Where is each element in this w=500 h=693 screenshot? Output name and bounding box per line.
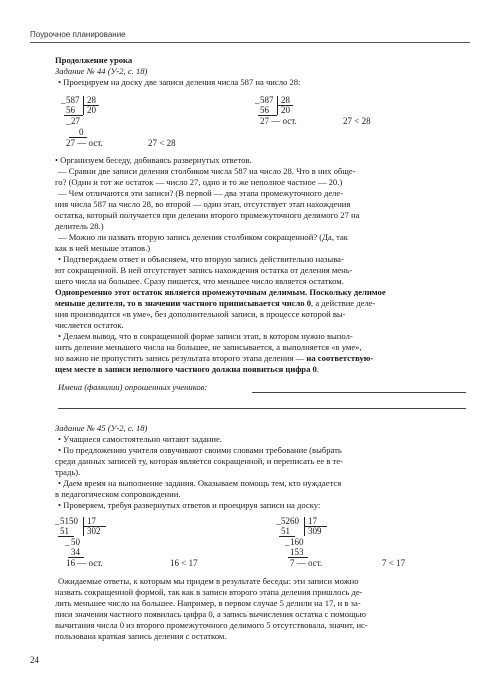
paragraph-line: — Можно ли назвать вторую запись деления столбиком сокращенной? (Да, так [58,232,348,242]
subtrahend-2: 153 [290,547,304,557]
paragraph-line: ния числа 587 на число 28, во второй — один этап, отсутствует этап нахождения [55,199,351,209]
bold-fragment: на соответствую- [306,353,374,363]
paragraph-line: писи значения частного появилась цифра 0, а запись вычисления остатка с помощью [55,609,366,619]
subtrahend: 51 [60,526,69,536]
task45-source: (У-2, с. 18) [107,423,148,433]
comparison: 7 < 17 [382,558,406,568]
bold-fragment: щем месте в записи неполного частного должна появиться цифра 0 [55,364,317,374]
task44-title: Задание № 44 [55,66,106,76]
paragraph-line: • По предложению учителя озвучивают своими словами требование (выбрать [58,445,342,455]
paragraph-line: • Организуем беседу, добиваясь развернутых ответов. [55,155,252,165]
running-header: Поурочное планирование [30,30,126,39]
mixed-line [55,353,373,364]
mixed-line [55,298,375,309]
dividend: 587 [260,95,274,105]
paragraph-line: го? (Один и тот же остаток — число 27, одно и то же неполное частное — 20.) [55,177,343,187]
paragraph-line: как в ней меньше этапов.) [55,243,151,253]
paragraph-line: • Даем время на выполнение задания. Оказываем помощь тем, кто нуждается [58,478,342,488]
paragraph-line: • Проверяем, требуя развернутых ответов и проецируя записи на доску: [58,500,321,510]
text-fragment: но важно не пропустить запись результата второго этапа деления — [55,353,305,363]
task45-heading [55,423,147,434]
quotient: 309 [308,526,322,536]
partial-dividend: 27 [71,116,80,126]
names-fill-line [252,392,466,393]
remainder: 27 — ост. [260,116,297,126]
paragraph-line: — Сравни две записи деления столбиком числа 587 на число 28. Что в них обще- [58,166,356,176]
divisor: 17 [308,516,317,526]
dividend: 5260 [281,516,299,526]
quotient: 20 [281,105,290,115]
comparison: 27 < 28 [148,138,176,148]
task44-source: (У-2, с. 18) [107,66,148,76]
paragraph-line: числяется остаток. [55,320,124,330]
subtrahend-zero: 0 [79,127,84,137]
subtrahend: 51 [281,526,290,536]
paragraph-line: делитель 28.) [55,221,104,231]
divisor: 17 [87,516,96,526]
partial-dividend: 50 [71,537,80,547]
header-rule [30,42,470,43]
partial-dividend: 160 [290,537,304,547]
paragraph-line: Ожидаемые ответы, к которым мы придем в результате беседы: эти записи можно [58,576,359,586]
subtrahend-2: 34 [71,547,80,557]
paragraph-line: лить меньшее число на большее. Например, в первом случае 5 делили на 17, и в за- [55,598,361,608]
dividend: 5150 [60,516,78,526]
names-fill-line-2 [58,408,466,409]
paragraph-line: • Делаем вывод, что в сокращенной форме записи этап, в котором нужно выпол- [58,331,353,341]
quotient: 302 [87,526,101,536]
text-fragment: , а действие деле- [311,298,376,308]
paragraph-line: ния производится «в уме», без дополнительной записи, в процессе которой вы- [55,309,346,319]
subtrahend: 56 [260,105,269,115]
paragraph-line: остатка, который получается при делении второго промежуточного делимого 27 на [55,210,360,220]
subtrahend: 56 [66,105,75,115]
quotient: 20 [87,105,96,115]
divisor: 28 [281,95,290,105]
text-fragment: . [316,364,319,374]
remainder: 27 — ост. [66,138,103,148]
paragraph-line: назвать сокращенной формой, так как в записи второго этапа деления пришлось де- [55,587,363,597]
page-number: 24 [30,655,39,665]
task44-intro: • Проецируем на доску две записи деления числа 587 на число 28: [58,77,301,87]
task45-title: Задание № 45 [55,423,106,433]
paragraph-line: традь). [55,467,81,477]
paragraph-line: среди данных записей ту, которая является сокращенной, и переписать ее в те- [55,456,343,466]
bold-fragment: меньше делителя, то в значении частного приписывается число 0 [55,298,312,308]
paragraph-line: нить деление меньшего числа на большее, не записывается, а выполняется «в уме», [55,342,362,352]
paragraph-line: • Подтверждаем ответ и объясняем, что вторую запись действительно называ- [58,254,344,264]
section-heading: Продолжение урока [55,55,133,65]
remainder: 7 — ост. [290,558,323,568]
paragraph-line: в педагогическом сопровождении. [55,489,181,499]
dividend: 587 [66,95,80,105]
paragraph-line: вычитания числа 0 из второго промежуточного делимого 5 отсутствовала, значит, ис- [55,620,368,630]
remainder: 16 — ост. [66,558,103,568]
task44-heading [55,66,147,77]
paragraph-line: пользована краткая запись деления с остатком. [55,631,227,641]
comparison: 27 < 28 [343,116,371,126]
bold-line: Одновременно этот остаток является промежуточным делимым. Поскольку делимое [55,287,386,297]
mixed-line [55,364,319,375]
divisor: 28 [87,95,96,105]
paragraph-line: • Учащиеся самостоятельно читают задание. [58,434,222,444]
comparison: 16 < 17 [170,558,198,568]
paragraph-line: ют сокращенной. В ней отсутствует запись нахождения остатка от деления мень- [55,265,353,275]
paragraph-line: — Чем отличаются эти записи? (В первой — два этапа промежуточного деле- [58,188,344,198]
paragraph-line: шего числа на большее. Сразу пишется, что меньшее число является остатком. [55,276,344,286]
names-label: Имена (фамилии) опрошенных учеников: [58,382,208,392]
